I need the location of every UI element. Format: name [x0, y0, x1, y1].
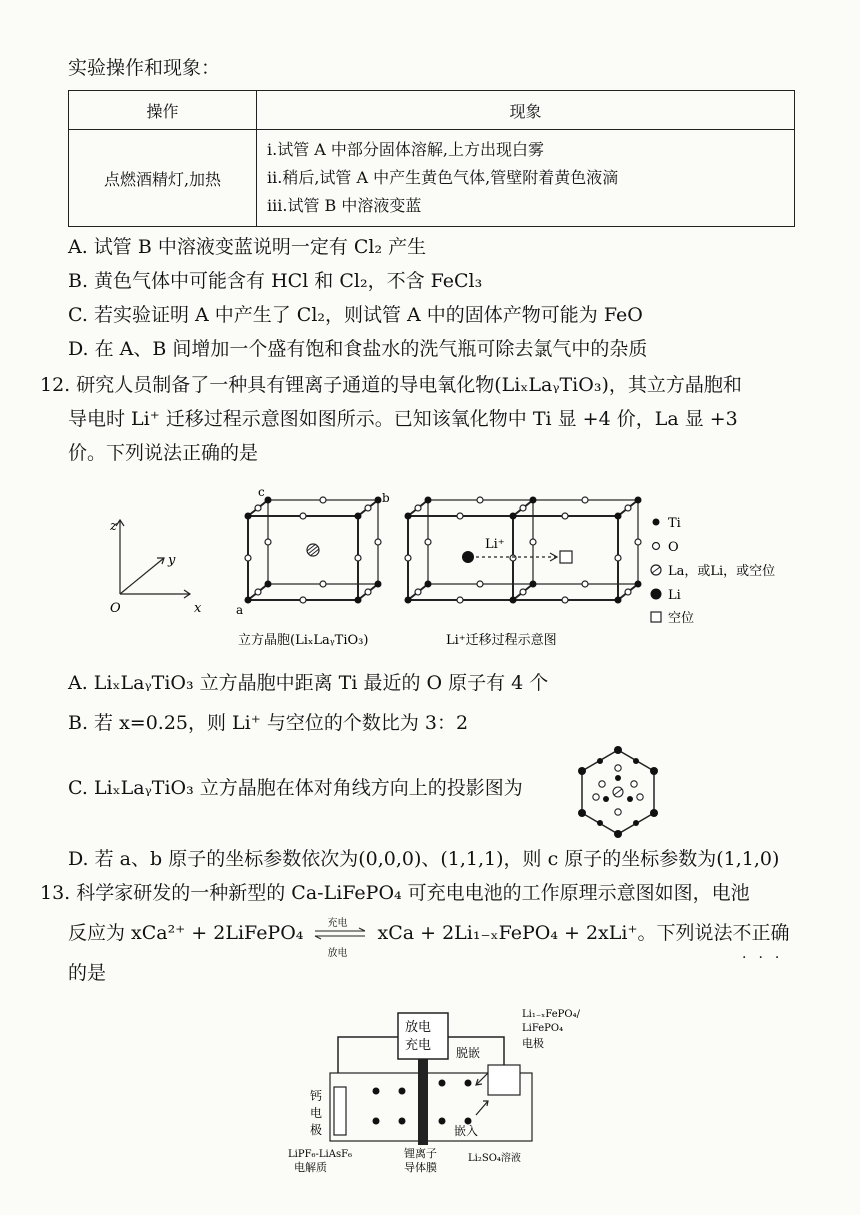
q12-stem-line-2: 导电时 Li⁺ 迁移过程示意图如图所示。已知该氧化物中 Ti 显 +4 价，La 显 +3 — [68, 408, 738, 430]
caption-right: Li⁺迁移过程示意图 — [446, 633, 557, 648]
li-ion-label: Li⁺ — [485, 537, 505, 552]
axis-x-label: x — [194, 601, 202, 616]
legend-la: La，或Li，或空位 — [668, 564, 776, 579]
left-electrode-char-2: 电 — [310, 1106, 323, 1120]
section-label: 实验操作和现象： — [68, 57, 221, 79]
axis-z-label: z — [110, 519, 117, 534]
table-header-op: 操作 — [69, 91, 257, 130]
q12-option-c: C. LiₓLaᵧTiO₃ 立方晶胞在体对角线方向上的投影图为 — [68, 777, 523, 799]
corner-c-label: c — [258, 485, 265, 499]
axes-diagram — [116, 520, 190, 598]
q11-option-c: C. 若实验证明 A 中产生了 Cl₂，则试管 A 中的固体产物可能为 FeO — [68, 304, 643, 326]
q13-equation-left: 反应为 xCa²⁺ + 2LiFePO₄ — [68, 922, 304, 944]
battery-figure — [280, 995, 580, 1180]
axis-origin-label: O — [110, 601, 121, 616]
q13-stem-line-1: 13. 科学家研发的一种新型的 Ca-LiFePO₄ 可充电电池的工作原理示意图如图，电池 — [40, 882, 750, 904]
q12-option-a: A. LiₓLaᵧTiO₃ 立方晶胞中距离 Ti 最近的 O 原子有 4 个 — [68, 672, 549, 694]
obs-line-2: ⅱ.稍后,试管 A 中产生黄色气体,管壁附着黄色液滴 — [267, 168, 619, 187]
o-atoms-right — [405, 497, 641, 603]
table-obs-cell — [257, 130, 795, 227]
projection-figure — [568, 742, 668, 842]
legend-li: Li — [668, 588, 681, 603]
q11-option-d: D. 在 A、B 间增加一个盛有饱和食盐水的洗气瓶可除去氯气中的杂质 — [68, 338, 648, 360]
membrane-label-2: 导体膜 — [404, 1161, 437, 1174]
q13-stem-line-2 — [68, 918, 790, 959]
left-electrode-char-1: 钙 — [310, 1089, 323, 1103]
arrow-top-label: 充电 — [327, 918, 348, 929]
li-atom — [462, 551, 474, 563]
experiment-table — [68, 90, 795, 227]
legend-ti: Ti — [668, 516, 681, 531]
right-electrode-label-3: 电极 — [522, 1037, 544, 1050]
electrolyte-label-2: 电解质 — [294, 1161, 327, 1174]
membrane-label-1: 锂离子 — [404, 1147, 437, 1160]
lithium-membrane — [418, 1059, 428, 1145]
q13-equation-right: xCa + 2Li₁₋ₓFePO₄ + 2xLi⁺。下列说法不正确 — [377, 922, 790, 944]
corner-a-label: a — [236, 603, 244, 617]
q11-option-b: B. 黄色气体中可能含有 HCl 和 Cl₂，不含 FeCl₃ — [68, 270, 483, 292]
right-electrode-label-1: Li₁₋ₓFePO₄/ — [522, 1009, 580, 1020]
center-site-left — [307, 544, 319, 556]
vacancy-square — [560, 551, 572, 563]
equilibrium-arrows-icon — [313, 927, 367, 941]
electrolyte-label-1: LiPF₆-LiAsF₆ — [288, 1149, 353, 1160]
obs-line-3: ⅲ.试管 B 中溶液变蓝 — [267, 196, 422, 215]
arrow-bottom-label: 放电 — [327, 948, 348, 959]
emphasis-dots: ··· — [742, 950, 792, 966]
right-electrode-label-2: LiFePO₄ — [522, 1023, 564, 1034]
q12-stem-line-3: 价。下列说法正确的是 — [68, 442, 259, 464]
intercalate-arrow — [476, 1101, 488, 1115]
lifepo4-electrode — [488, 1065, 520, 1095]
obs-line-1: ⅰ.试管 A 中部分固体溶解,上方出现白雾 — [267, 140, 545, 159]
q13-stem-line-3: 的是 — [68, 962, 107, 984]
q12-option-b: B. 若 x=0.25，则 Li⁺ 与空位的个数比为 3：2 — [68, 712, 469, 734]
caption-left: 立方晶胞(LiₓLaᵧTiO₃) — [238, 633, 369, 648]
axis-y-label: y — [168, 553, 176, 568]
intercalate-label: 嵌入 — [454, 1124, 479, 1138]
q11-option-a: A. 试管 B 中溶液变蓝说明一定有 Cl₂ 产生 — [68, 236, 427, 258]
crystal-figure — [90, 478, 830, 668]
double-cell-right — [408, 500, 638, 600]
reversible-arrow — [313, 918, 367, 959]
charge-label: 充电 — [405, 1038, 432, 1053]
left-electrode-char-3: 极 — [310, 1123, 323, 1137]
table-op-cell: 点燃酒精灯,加热 — [69, 130, 257, 227]
calcium-electrode — [334, 1087, 346, 1135]
q12-option-d: D. 若 a、b 原子的坐标参数依次为(0,0,0)、(1,1,1)，则 c 原子的坐标参数为(1,1,0) — [68, 848, 780, 870]
legend-o: O — [668, 540, 679, 555]
legend-vacancy: 空位 — [668, 611, 695, 626]
discharge-label: 放电 — [405, 1020, 432, 1035]
q12-stem-line-1: 12. 研究人员制备了一种具有锂离子通道的导电氧化物(LiₓLaᵧTiO₃)，其立方晶胞和 — [40, 374, 742, 396]
table-header-obs: 现象 — [257, 91, 795, 130]
solution-label: Li₂SO₄溶液 — [468, 1153, 521, 1164]
deintercalate-label: 脱嵌 — [456, 1046, 481, 1060]
ti-atoms-right — [405, 497, 642, 604]
legend — [651, 516, 776, 626]
corner-b-label: b — [382, 491, 390, 505]
